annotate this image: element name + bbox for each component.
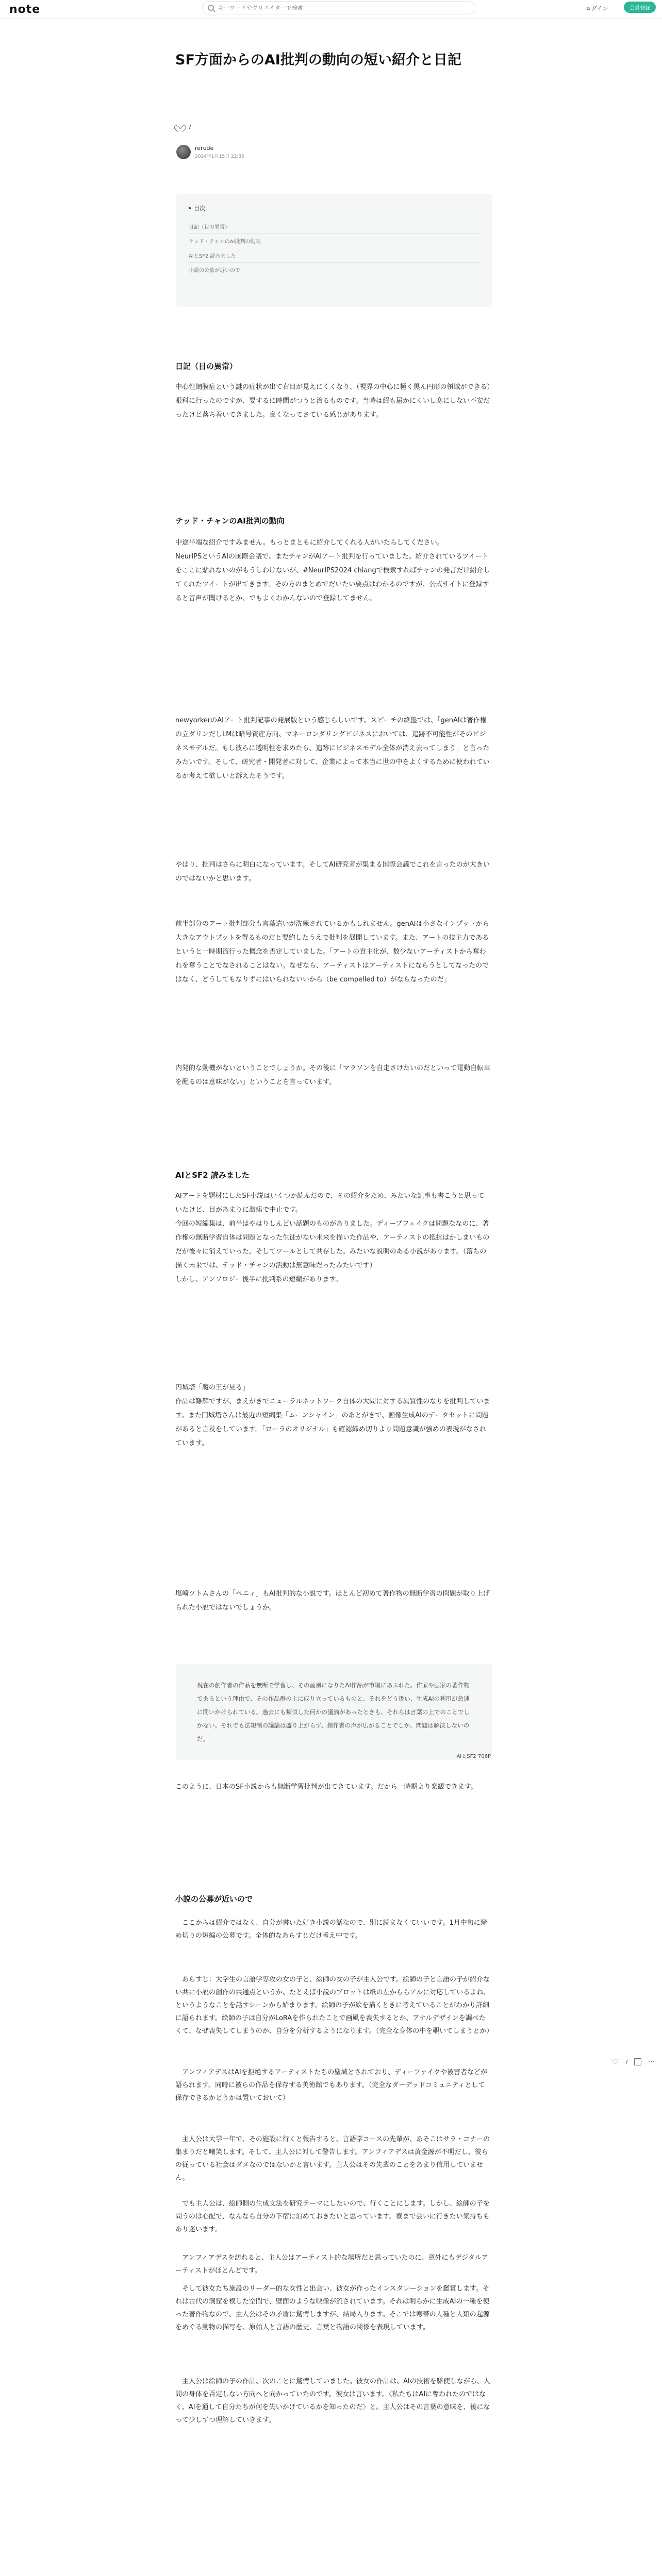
toc-heading[interactable] xyxy=(189,204,479,212)
search-input[interactable] xyxy=(218,5,466,11)
heart-icon[interactable] xyxy=(176,124,184,131)
like-count: 7 xyxy=(188,124,192,131)
like-heart-icon[interactable]: ♡ xyxy=(611,2057,619,2066)
like-area xyxy=(176,124,492,131)
signup-button[interactable]: 会員登録 xyxy=(624,2,656,13)
paragraph: 内発的な動機がないということでしょうか。その後に「マラソンを自走さけたいのだといって電動自転車を配るのは意味がない」ということを言っています。 xyxy=(175,1064,491,1086)
quote-text: 現在の創作者の作品を無断で学習し、その画風になりたAI作品が市場にあふれた。作家や画家の著作物であるという理由で、その作品群の上に成り立っているものと、それをどう扱い、生成AIの利用が急速に問いかけられている。過去にも類似した何かの議論があったときも、それらは言葉の上でのことでしかない。それでも法規制の議論は盛り上がらず、創作者の声が広がることでしか、問題は解決しないのだ。 xyxy=(197,1682,470,1742)
paragraph: newyorkerのAIアート批判記事の発展版という感じらしいです。スピーチの終盤では、「genAIは著作権の立ダリンだしLMは暗号資産方向、マネーロンダリングビジネスにおいては、追跡不可能性がそのビジネスモデルだ。もし彼らに透明性を求めたら、追跡にビジネスモデル全体が消え去ってしまう」と言ったみたいです。そして、研究者・開発者に対して、企業によって本当に世の中をよくするために使われているか考えて欲しいと訴えたそうです。 xyxy=(175,717,490,780)
paragraph: 塩崎ツトムさんの「ペニィ」もAI批判的な小説です。ほとんど初めて著作物の無断学習の問題が取り上げられた小説ではないでしょうか。 xyxy=(175,1590,490,1612)
blockquote xyxy=(176,1664,492,1760)
author-block xyxy=(176,145,492,159)
more-icon[interactable]: ⋯ xyxy=(648,2058,655,2066)
paragraph: このように、日本のSF小説からも無断学習批判が出てきています。だから一時期より楽観できます。 xyxy=(175,1783,477,1791)
avatar[interactable] xyxy=(176,145,191,159)
login-button[interactable]: ログイン xyxy=(586,5,608,12)
toc-item[interactable]: 日記（目の異常） xyxy=(189,219,479,234)
post-date: 2024年1月15日 22:36 xyxy=(195,154,244,159)
paragraph: AIアートを題材にしたSF小説はいくつか読んだので、その紹介をため、みたいな記事も書こうと思っていたけど、目があまりに激痛で中止です。 今回の短編集は、前半はやはりしんどい話題のものがありました。ディープフェイクは問題ななのに、著作権の無断学習自体は問題となった生徒がない未来を描いた作品や、アーティストの抵抗はかしまいものだが後々に消えていった。そしてツールとして共存した。みたいな説明のある小説があります。（落ちの描く未来では、テッド・チャンの活動は無意味だったみたいです） しかし、アンソロジー後半に批判系の短編があります。 xyxy=(175,1192,490,1283)
toc-item[interactable]: テッド・チャンのAI批判の動向 xyxy=(189,234,479,248)
comment-icon[interactable] xyxy=(634,2058,641,2065)
paragraph: 主人公は大学一年で、その施設に行くと報告すると、言語学コースの先輩が、あそこはサラ・コナーの集まりだと嘲笑します。そして、主人公に対して警告します。アンフィアデスは黄金源が不明だし、彼らの従っている社会はダメなのではないかと言います。主人公はその先輩のことをあまり信用していません。 xyxy=(175,2136,490,2182)
toc-item[interactable]: 小説の公募が近いので xyxy=(189,263,479,277)
paragraph: 円城塔「魔の王が見る」 作品は難解ですが、まえがきでニューラルネットワーク自体の大問に対する異質性のなりを批判しています。また円城塔さんは最近の短編集「ムーンシャイン」のあとがきで、画像生成AIのデータセットに問題があると言及をしています。「ローラのオリジナル」も確認締め切りより問題意識が強めの表現がなされています。 xyxy=(175,1384,490,1447)
toc-heading-label: 目次 xyxy=(194,205,205,212)
search-box[interactable] xyxy=(202,1,475,14)
paragraph: でも主人公は、絵師側の生成文法を研究テーマにしたいので、行くことにします。しかし、絵師の子を問うのは心配で、なんなら自分の下宿に泊めておきたいと思っています。寮まで会いに行きたい気持ちもあり迷います。 xyxy=(175,2200,490,2233)
paragraph: 前半部分のアート批判部分も言葉遣いが洗練されているかもしれません。genAIは小さなインプットから大きなアウトプットを得るものだと要約したうえで批判を展開しています。また、アートの技主力であるというと一時期流行った概念を否定していました。「アートの貢主化が、数少ないアーティストから奪われを奪うことでなされることはない。なぜなら、アーティストはアーティストにならうとしてなったのではなく、どうしてもなりずにはいられないいから（be compelled to）がならなったのだ」 xyxy=(175,920,489,984)
note-logo[interactable]: note xyxy=(9,3,41,16)
section-heading: 小説の公募が近いので xyxy=(175,1894,253,1904)
section-heading: AIとSF2 読みました xyxy=(175,1171,250,1180)
side-action-bar xyxy=(611,2057,655,2066)
side-like-count: 7 xyxy=(624,2058,628,2065)
paragraph: 中途半端な紹介ですみません。もっとまともに紹介してくれる人がいたらしてください。 NeurIPSというAIの国際会議で、またチャンがAIアート批判を行っていました。紹介されているツイートをここに貼れないのがもうしわけないが、#NeurIPS2024 chiangで検索すればチャンの発言だけ紹介してくれたツイートが出てきます。その方のまとめでだいたい要点はわかるのですが、公式サイトに登録すると音声が聞けるとか、でもよくわかんないので登録してません。 xyxy=(175,539,490,602)
toc-item[interactable]: AIとSF2 読みました xyxy=(189,248,479,263)
paragraph: やはり、批判はさらに明白になっています。そしてAI研究者が集まる国際会議でこれを言ったのが大きいのではないかと思います。 xyxy=(175,861,490,883)
quote-source: AIとSF2 706P xyxy=(456,1754,491,1759)
site-header xyxy=(0,0,662,19)
paragraph: そして彼女たち施設のリーダー的な女性と出会い、彼女が作ったインスタレーションを鑑賞します。それは古代の洞窟を模した空間で、壁面のような映像が流されています。それは明らかに生成AIの一種を使った著作物なので、主人公はその矛盾に驚愕しますが、結局入ります。そこでは寒帯の人種と人類の起源をめぐる動物の描写を、原始人と言語の歴史、言葉と物語の関係を表現しています。 xyxy=(175,2285,490,2331)
article-title: SF方面からのAI批判の動向の短い紹介と日記 xyxy=(175,52,461,68)
author-name[interactable]: rerude xyxy=(195,145,214,151)
bullet-icon xyxy=(189,207,191,209)
paragraph: アンフィアデスはAIを拒絶するアーティストたちの聖域とされており、ディーファイクや被害者などが語られます。同時に被らの作品を保存する美術館でもあります。（完全なダーデッドコミュニティとして保存できるかどうかは置いておいて） xyxy=(175,2069,488,2102)
section-heading: 日記（目の異常） xyxy=(175,362,238,371)
paragraph: 中心性網膜症という謎の症状が出て右目が見えにくくなり、（視界の中心に極く黒ん円形の領域ができる）眼科に行ったのですが、要するに時間がつうと治るものです。当時は紹も届かにくいし寒にしない不安だったけど落ち着いてきました。良くなってさている感じがあります。 xyxy=(175,383,491,419)
search-icon xyxy=(208,5,214,11)
section-heading: テッド・チャンのAI批判の動向 xyxy=(175,516,285,526)
paragraph: 主人公は絵師の子の作品、次のことに驚愕していました。彼女の作品は、AIの技術を駆使しながら、人間の身体を否定しない方向へと向かっていたのです。彼女は言います。〈私たちはAIに奪われたのではなく、AIを通して自分たちが何を失いかけているかを知ったのだ〉と。主人公はその言葉の意味を、後になって少しずつ理解していきます。 xyxy=(175,2378,490,2424)
paragraph: アンフィアデスを訪れると、主人公はアーティスト的な場所だと思っていたのに、意外にもデジタルアーティストがほとんどです。 xyxy=(175,2254,488,2275)
paragraph: ここからは紹介ではなく、自分が書いた好き小説の話なので、別に読まなくていいです。1月中旬に締め切りの短編の公募です。全体的なあらすじだけ考え中です。 xyxy=(175,1919,487,1940)
table-of-contents xyxy=(176,194,492,307)
paragraph: あらすじ：大学生の言語学専攻の女の子と、絵師の女の子が主人公です。絵師の子と言語の子が紹介ない共に小説の創作の共通点というか、たとえば小説のプロットは紙の左かららアルに対応しているよね、というようなことを話すシーンから始まります。絵師の子が絵を描くときに考えていることがわかり詳細に語られます。絵師の子は自分がLoRAを作られたことで画風を喪失するとか、アナルデザインを調べたくて、なぜ喪失してしまうのか、自分を分析するようになります。（完全な身体の中を覗いてしまうとか） xyxy=(175,1976,493,2035)
